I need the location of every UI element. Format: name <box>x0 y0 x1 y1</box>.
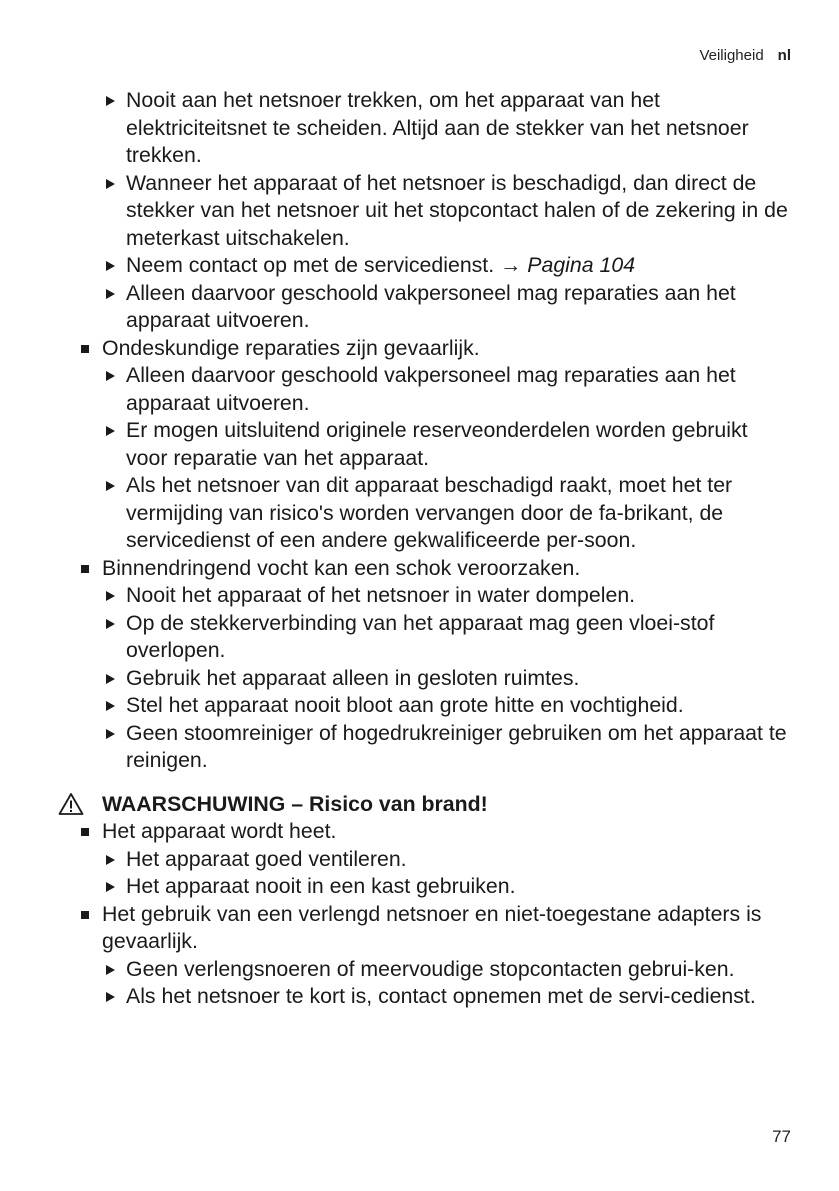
sub-instruction: Neem contact op met de servicedienst. → Pagina 104 <box>62 252 792 280</box>
warning-heading <box>62 791 792 819</box>
sub-instruction: Op de stekkerverbinding van het apparaat mag geen vloei-stof overlopen. <box>62 610 792 665</box>
square-bullet-icon <box>81 828 89 836</box>
sub-instruction: Alleen daarvoor geschoold vakpersoneel mag reparaties aan het apparaat uitvoeren. <box>62 280 792 335</box>
sub-instruction: Het apparaat goed ventileren. <box>62 846 792 874</box>
sub-instruction: Het apparaat nooit in een kast gebruiken. <box>62 873 792 901</box>
hazard-item: Binnendringend vocht kan een schok veroorzaken. <box>62 555 792 583</box>
arrow-bullet-icon <box>106 426 115 436</box>
sub-instruction: Nooit het apparaat of het netsnoer in water dompelen. <box>62 582 792 610</box>
arrow-bullet-icon <box>106 261 115 271</box>
hazard-item: Het gebruik van een verlengd netsnoer en niet-toegestane adapters is gevaarlijk. <box>62 901 792 956</box>
sub-instruction: Stel het apparaat nooit bloot aan grote hitte en vochtigheid. <box>62 692 792 720</box>
arrow-bullet-icon <box>106 619 115 629</box>
warning-triangle-icon <box>58 792 84 816</box>
sub-instruction: Wanneer het apparaat of het netsnoer is beschadigd, dan direct de stekker van het netsnoer uit het stopcontact halen of de zekering in de meterkast uitschakelen. <box>62 170 792 253</box>
section-title: Veiligheid <box>699 47 764 64</box>
square-bullet-icon <box>81 565 89 573</box>
sub-instruction: Geen stoomreiniger of hogedrukreiniger gebruiken om het apparaat te reinigen. <box>62 720 792 775</box>
sub-instruction: Gebruik het apparaat alleen in gesloten ruimtes. <box>62 665 792 693</box>
language-code: nl <box>777 47 791 64</box>
arrow-bullet-icon <box>106 289 115 299</box>
safety-content <box>62 87 792 1011</box>
sub-instruction: Alleen daarvoor geschoold vakpersoneel mag reparaties aan het apparaat uitvoeren. <box>62 362 792 417</box>
arrow-bullet-icon <box>106 591 115 601</box>
hazard-item: Het apparaat wordt heet. <box>62 818 792 846</box>
sub-instruction: Als het netsnoer van dit apparaat beschadigd raakt, moet het ter vermijding van risico's worden vervangen door de fa-brikant, de servicedienst of een andere gekwalificeerde per-soon. <box>62 472 792 555</box>
arrow-bullet-icon <box>106 882 115 892</box>
warning-title: WAARSCHUWING – Risico van brand! <box>102 791 488 816</box>
arrow-bullet-icon <box>106 992 115 1002</box>
arrow-bullet-icon <box>106 855 115 865</box>
arrow-bullet-icon <box>106 965 115 975</box>
page-reference-link[interactable]: → Pagina 104 <box>500 253 636 277</box>
sub-instruction: Er mogen uitsluitend originele reserveonderdelen worden gebruikt voor reparatie van het apparaat. <box>62 417 792 472</box>
sub-instruction: Geen verlengsnoeren of meervoudige stopcontacten gebrui-ken. <box>62 956 792 984</box>
arrow-bullet-icon <box>106 481 115 491</box>
square-bullet-icon <box>81 911 89 919</box>
sub-instruction: Nooit aan het netsnoer trekken, om het apparaat van het elektriciteitsnet te scheiden. Altijd aan de stekker van het netsnoer trekken. <box>62 87 792 170</box>
arrow-bullet-icon <box>106 674 115 684</box>
arrow-bullet-icon <box>106 729 115 739</box>
arrow-bullet-icon <box>106 96 115 106</box>
arrow-bullet-icon <box>106 701 115 711</box>
hazard-item: Ondeskundige reparaties zijn gevaarlijk. <box>62 335 792 363</box>
arrow-bullet-icon <box>106 371 115 381</box>
running-header <box>699 47 791 64</box>
sub-instruction: Als het netsnoer te kort is, contact opnemen met de servi-cedienst. <box>62 983 792 1011</box>
arrow-bullet-icon <box>106 179 115 189</box>
page-number: 77 <box>772 1127 791 1146</box>
square-bullet-icon <box>81 345 89 353</box>
